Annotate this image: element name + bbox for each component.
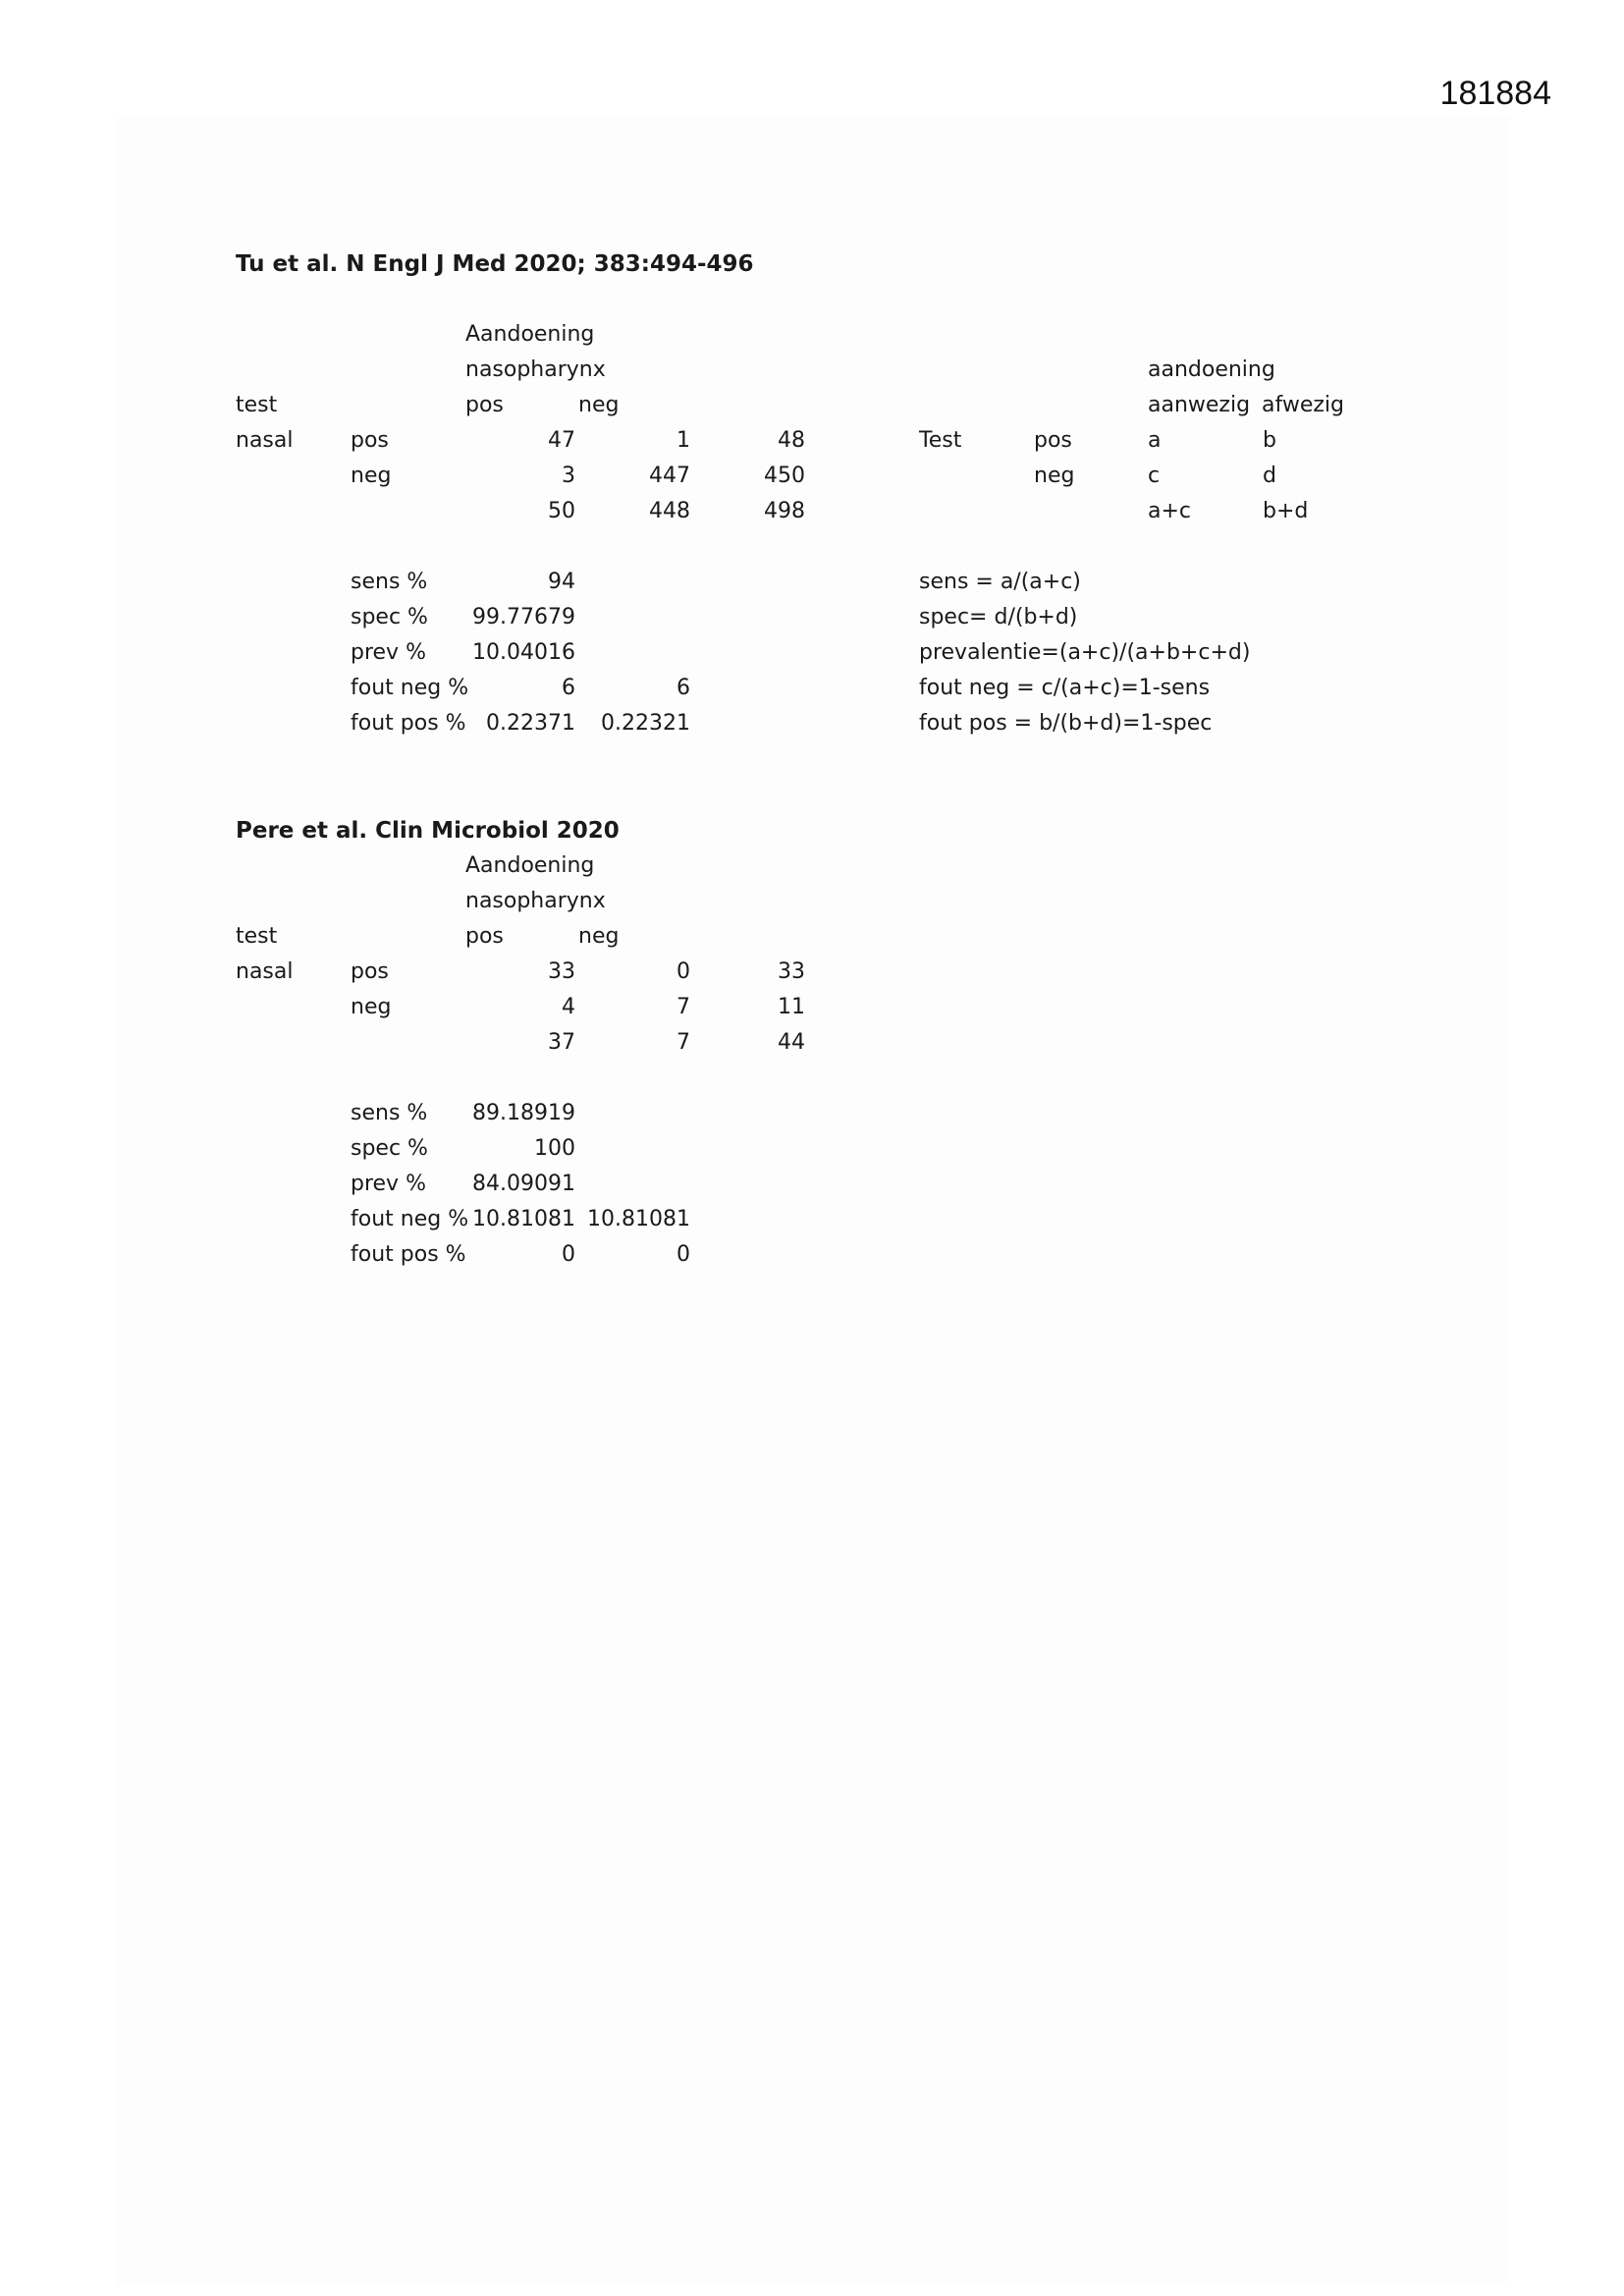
- study2-stat-label: sens %: [351, 1101, 428, 1125]
- study1-stat-label: fout pos %: [351, 711, 466, 736]
- study2-cell-total: 33: [778, 959, 805, 984]
- study2-col-pos: pos: [465, 924, 504, 949]
- study1-row-label: neg: [351, 464, 392, 488]
- study1-stat-value: 0.22371: [486, 711, 575, 736]
- study1-col-pos: pos: [465, 393, 504, 417]
- study1-cell-b: 448: [649, 499, 690, 523]
- legend-col-absent: afwezig: [1262, 393, 1344, 417]
- study1-cell-total: 450: [764, 464, 805, 488]
- legend-cell-c: c: [1148, 464, 1161, 488]
- study2-cell-a: 37: [548, 1030, 575, 1055]
- study1-cell-b: 447: [649, 464, 690, 488]
- study1-cell-a: 3: [562, 464, 575, 488]
- legend-formula: spec= d/(b+d): [919, 605, 1078, 629]
- study2-stat-value: 10.81081: [472, 1207, 575, 1231]
- study2-cell-b: 0: [677, 959, 690, 984]
- legend-cell-d: d: [1263, 464, 1276, 488]
- legend-formula: prevalentie=(a+c)/(a+b+c+d): [919, 640, 1251, 665]
- study1-col-neg: neg: [578, 393, 620, 417]
- study1-row-group-nasal: nasal: [236, 428, 294, 453]
- study2-header-nasopharynx: nasopharynx: [465, 889, 606, 913]
- study2-cell-total: 11: [778, 995, 805, 1019]
- study2-cell-a: 33: [548, 959, 575, 984]
- study2-title: Pere et al. Clin Microbiol 2020: [236, 818, 620, 844]
- legend-header-condition: aandoening: [1148, 357, 1275, 382]
- legend-col-present: aanwezig: [1148, 393, 1251, 417]
- study1-stat-label: fout neg %: [351, 676, 469, 700]
- study2-stat-value-alt: 10.81081: [587, 1207, 690, 1231]
- study2-stat-value: 89.18919: [472, 1101, 575, 1125]
- study2-cell-b: 7: [677, 1030, 690, 1055]
- study2-stat-value: 84.09091: [472, 1172, 575, 1196]
- study2-stat-label: fout pos %: [351, 1242, 466, 1267]
- study1-cell-total: 48: [778, 428, 805, 453]
- study2-stat-label: spec %: [351, 1136, 428, 1161]
- legend-formula: fout pos = b/(b+d)=1-spec: [919, 711, 1213, 736]
- study1-stat-value: 6: [562, 676, 575, 700]
- study2-header-condition: Aandoening: [465, 853, 595, 878]
- legend-formula: sens = a/(a+c): [919, 570, 1081, 594]
- study2-cell-a: 4: [562, 995, 575, 1019]
- study2-col-neg: neg: [578, 924, 620, 949]
- study1-stat-label: sens %: [351, 570, 428, 594]
- document-page: [116, 116, 1510, 2286]
- study1-cell-a: 47: [548, 428, 575, 453]
- study1-stat-label: prev %: [351, 640, 426, 665]
- study1-stat-label: spec %: [351, 605, 428, 629]
- study2-row-group-nasal: nasal: [236, 959, 294, 984]
- legend-row-label: pos: [1034, 428, 1072, 453]
- study1-row-label-test: test: [236, 393, 278, 417]
- legend-row-label: neg: [1034, 464, 1075, 488]
- study2-row-label-test: test: [236, 924, 278, 949]
- study2-stat-value: 100: [534, 1136, 575, 1161]
- study1-stat-value: 10.04016: [472, 640, 575, 665]
- study1-stat-value: 99.77679: [472, 605, 575, 629]
- study1-stat-value-alt: 0.22321: [601, 711, 690, 736]
- study1-cell-a: 50: [548, 499, 575, 523]
- study2-stat-label: prev %: [351, 1172, 426, 1196]
- study2-cell-total: 44: [778, 1030, 805, 1055]
- legend-cell-a-plus-c: a+c: [1148, 499, 1192, 523]
- study1-row-label: pos: [351, 428, 389, 453]
- study2-stat-value: 0: [562, 1242, 575, 1267]
- document-number: 181884: [1439, 75, 1551, 112]
- study1-stat-value-alt: 6: [677, 676, 690, 700]
- study2-row-label: neg: [351, 995, 392, 1019]
- study2-stat-label: fout neg %: [351, 1207, 469, 1231]
- legend-row-group-test: Test: [919, 428, 962, 453]
- legend-cell-b: b: [1263, 428, 1276, 453]
- study1-title: Tu et al. N Engl J Med 2020; 383:494-496: [236, 251, 754, 277]
- study1-header-nasopharynx: nasopharynx: [465, 357, 606, 382]
- study1-header-condition: Aandoening: [465, 322, 595, 347]
- study1-stat-value: 94: [548, 570, 575, 594]
- study2-cell-b: 7: [677, 995, 690, 1019]
- legend-cell-a: a: [1148, 428, 1162, 453]
- legend-formula: fout neg = c/(a+c)=1-sens: [919, 676, 1211, 700]
- study2-stat-value-alt: 0: [677, 1242, 690, 1267]
- study2-row-label: pos: [351, 959, 389, 984]
- legend-cell-b-plus-d: b+d: [1263, 499, 1309, 523]
- study1-cell-b: 1: [677, 428, 690, 453]
- study1-cell-total: 498: [764, 499, 805, 523]
